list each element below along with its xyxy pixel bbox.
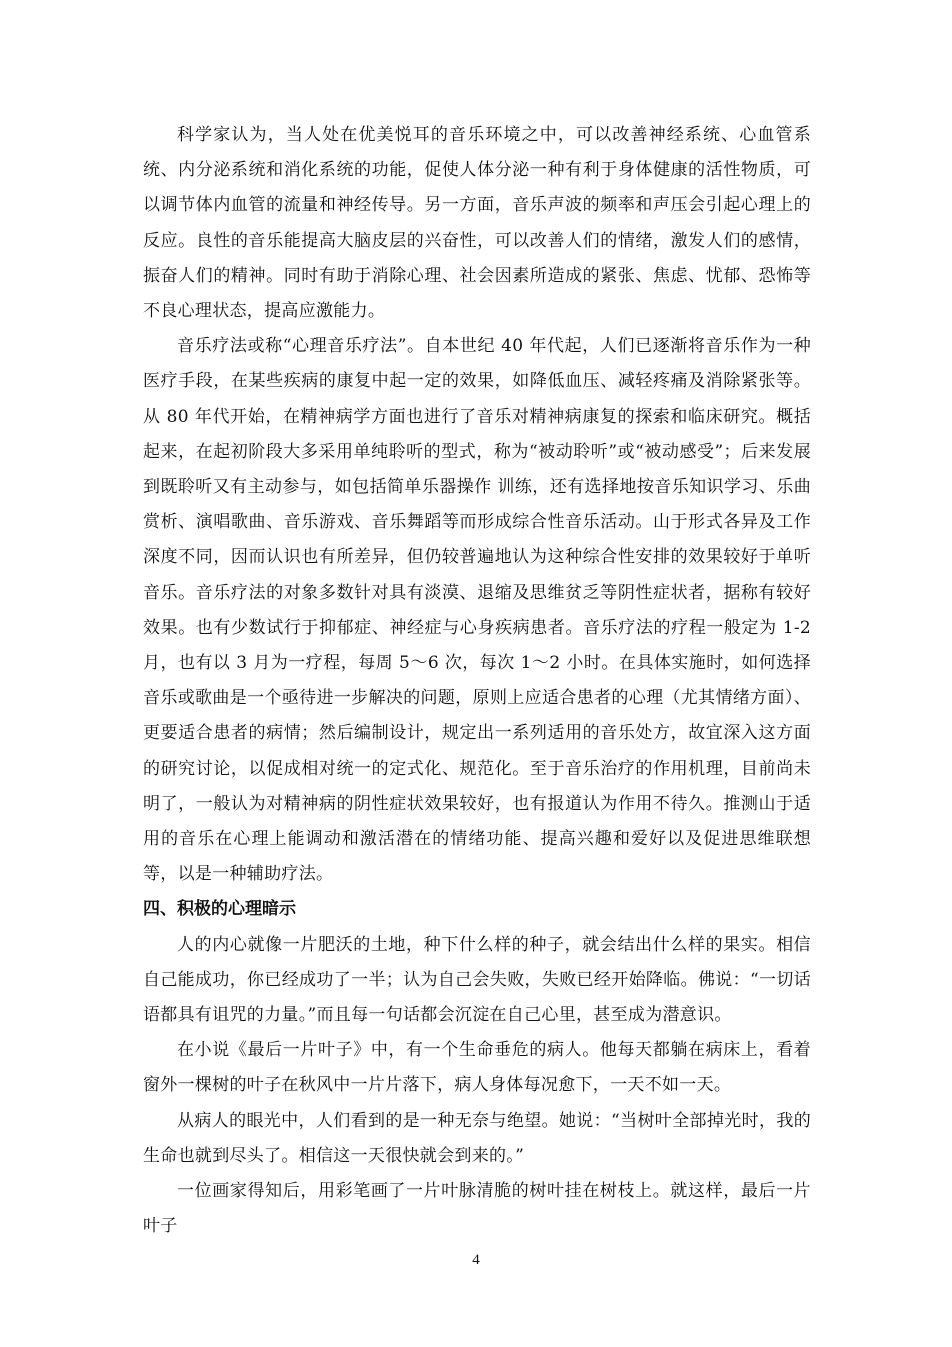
paragraph-music-therapy: 音乐疗法或称“心理音乐疗法”。自本世纪 40 年代起，人们已逐渐将音乐作为一种医疗手段，在某些疾病的康复中起一定的效果，如降低血压、减轻疼痛及消除紧张等。从 80 年代开始，在精神病学方面也进行了音乐对精神病康复的探索和临床研究。概括起来，在起初阶段大多采用单纯聆听的型式，称为“被动聆听”或“被动感受”；后来发展到既聆听又有主动参与，如包括简单乐器操作 训练，还有选择地按音乐知识学习、乐曲赏析、演唱歌曲、音乐游戏、音乐舞蹈等而形成综合性音乐活动。山于形式各异及工作深度不同，因而认识也有所差异，但仍较普遍地认为这种综合性安排的效果较好于单听音乐。音乐疗法的对象多数针对具有淡漠、退缩及思维贫乏等阴性症状者，据称有较好效果。也有少数试行于抑郁症、神经症与心身疾病患者。音乐疗法的疗程一般定为 1-2 月，也有以 3 月为一疗程，每周 5～6 次，每次 1～2 小时。在具体实施时，如何选择音乐或歌曲是一个亟待进一步解决的问题，原则上应适合患者的心理（尤其情绪方面）、更要适合患者的病情；然后编制设计，规定出一系列适用的音乐处方，故宜深入这方面的研究讨论，以促成相对统一的定式化、规范化。至于音乐治疗的作用机理，目前尚未明了，一般认为对精神病的阴性症状效果较好，也有报道认为作用不待久。推测山于适用的音乐在心理上能调动和激活潜在的情绪功能、提高兴趣和爱好以及促进思维联想等，以是一种辅助疗法。 (143, 336, 811, 885)
paragraph-last-leaf-story: 在小说《最后一片叶子》中，有一个生命垂危的病人。他每天都躺在病床上，看着窗外一棵树的叶子在秋风中一片片落下，病人身体每况愈下，一天不如一天。 (143, 1040, 811, 1096)
paragraph-music-science: 科学家认为，当人处在优美悦耳的音乐环境之中，可以改善神经系统、心血管系统、内分泌系统和消化系统的功能，促使人体分泌一种有利于身体健康的活性物质，可以调节体内血管的流量和神经传导。另一方面，音乐声波的频率和声压会引起心理上的反应。良性的音乐能提高大脑皮层的兴奋性，可以改善人们的情绪，激发人们的感情，振奋人们的精神。同时有助于消除心理、社会因素所造成的紧张、焦虑、忧郁、恐怖等不良心理状态，提高应激能力。 (143, 125, 811, 322)
paragraph-patient-despair: 从病人的眼光中，人们看到的是一种无奈与绝望。她说：“当树叶全部掉光时，我的生命也就到尽头了。相信这一天很快就会到来的。” (143, 1110, 811, 1166)
page-number: 4 (472, 1252, 480, 1268)
section-heading: 四、积极的心理暗示 (143, 899, 296, 920)
paragraph-inner-heart: 人的内心就像一片肥沃的土地，种下什么样的种子，就会结出什么样的果实。相信自己能成功，你已经成功了一半；认为自己会失败，失败已经开始降临。佛说：“一切话语都具有诅咒的力量。”而且每一句话都会沉淀在自己心里，甚至成为潜意识。 (143, 934, 811, 1026)
paragraph-painter: 一位画家得知后，用彩笔画了一片叶脉清脆的树叶挂在树枝上。就这样，最后一片叶子 (143, 1181, 811, 1237)
page-content (143, 118, 811, 1245)
